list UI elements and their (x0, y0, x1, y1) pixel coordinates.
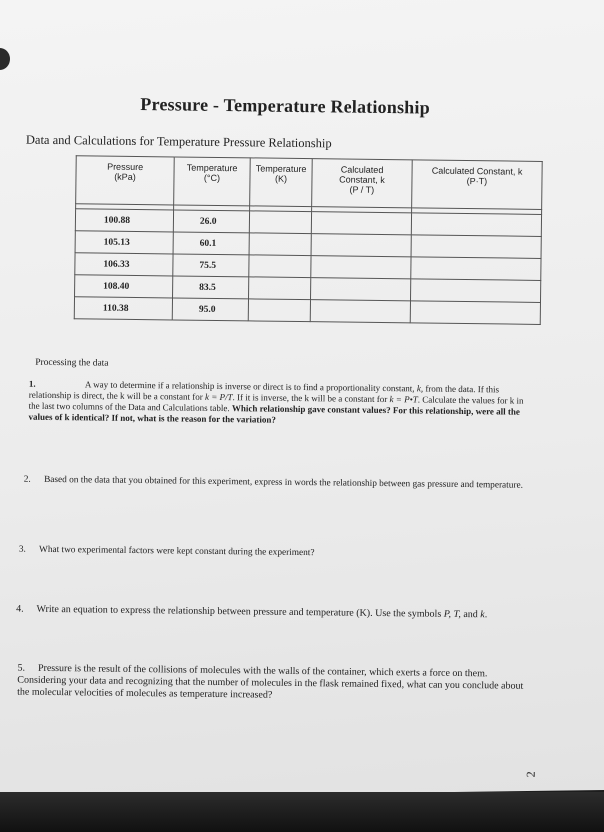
header-line: Pressure (107, 161, 144, 173)
header-line: Calculated Constant, k (431, 165, 523, 177)
header-line: (kPa) (114, 171, 136, 182)
question-text: , from the data. If this relationship is direct, the k will be a constant for (28, 383, 500, 402)
symbol-k: k (416, 383, 421, 394)
data-table (74, 155, 543, 325)
header-line: (°C) (203, 172, 221, 184)
formula-inverse: k = P•T (389, 394, 418, 405)
question-2 (24, 475, 539, 492)
question-bold-text: Which relationship gave constant values? For this relationship, were all the values of k identical? If not, what is the reason for the variation? (28, 403, 521, 425)
table-row (74, 297, 540, 325)
conjunction: and (460, 608, 481, 621)
question-number: 5. (17, 662, 26, 674)
pressure-cell: 110.38 (74, 297, 172, 320)
constant-p-over-t-cell[interactable] (311, 212, 411, 235)
constant-p-times-t-cell[interactable] (411, 235, 541, 259)
header-temperature-k (250, 158, 313, 207)
temp-c-cell: 75.5 (173, 254, 249, 277)
question-text: . If it is inverse, the k will be a constant for (232, 392, 390, 405)
question-text: Write an equation to express the relationship between pressure and temperature (K). Use the symbols (36, 603, 444, 620)
header-constant-p-over-t (312, 159, 413, 208)
temp-c-cell: 60.1 (173, 232, 249, 255)
question-text: Pressure is the result of the collisions of molecules with the walls of the container, which exerts a force on them. Considering your data and recognizing that the number of molecules in the flask remained fixed, what can you conclude about the molecular velocities of molecules as temperature increased? (17, 662, 524, 701)
header-line: (P / T) (349, 184, 375, 195)
pressure-cell: 105.13 (75, 231, 173, 254)
pressure-cell: 100.88 (75, 209, 173, 232)
temp-c-cell: 95.0 (172, 298, 248, 321)
period: . (484, 609, 488, 621)
formula-direct: k = P/T (204, 391, 233, 403)
header-line: Temperature (186, 162, 238, 174)
temp-c-cell: 26.0 (173, 210, 249, 233)
constant-p-over-t-cell[interactable] (311, 256, 411, 279)
temp-k-cell[interactable] (249, 211, 311, 234)
constant-p-times-t-cell[interactable] (411, 257, 541, 281)
constant-p-over-t-cell[interactable] (311, 234, 411, 257)
question-5 (17, 663, 537, 705)
temp-k-cell[interactable] (248, 299, 310, 322)
question-1 (28, 379, 533, 429)
temp-k-cell[interactable] (249, 255, 311, 278)
pressure-cell: 106.33 (75, 253, 173, 276)
header-constant-p-times-t (412, 160, 543, 210)
header-line: Calculated (340, 164, 384, 176)
constant-p-over-t-cell[interactable] (311, 278, 411, 301)
temp-k-cell[interactable] (249, 233, 311, 256)
pressure-cell: 108.40 (75, 275, 173, 298)
header-line: Constant, k (339, 174, 385, 186)
constant-p-times-t-cell[interactable] (410, 301, 540, 325)
constant-p-over-t-cell[interactable] (310, 300, 410, 323)
question-4 (16, 604, 536, 621)
header-pressure (76, 156, 175, 205)
header-line: Temperature (255, 163, 307, 175)
page-number: 2 (523, 771, 538, 778)
question-text: . Calculate the values for k in the last two columns of the Data and Calculations table. (28, 394, 524, 414)
question-text: Based on the data that you obtained for this experiment, express in words the relationship between gas pressure and temperature. (44, 474, 524, 491)
header-line: (K) (274, 173, 288, 184)
question-number: 2. (23, 474, 31, 485)
symbol-k: k (480, 609, 485, 621)
constant-p-times-t-cell[interactable] (411, 213, 541, 237)
temp-c-cell: 83.5 (173, 276, 249, 299)
question-number: 3. (18, 544, 26, 555)
table-caption: Data and Calculations for Temperature Pressure Relationship (25, 132, 332, 151)
header-temperature-c (174, 157, 251, 206)
question-number: 4. (16, 603, 24, 615)
page-title: Pressure - Temperature Relationship (140, 94, 430, 118)
question-text: A way to determine if a relationship is inverse or direct is to find a proportionality constant, (84, 379, 417, 394)
table-header-row (76, 156, 543, 210)
temp-k-cell[interactable] (249, 277, 311, 300)
question-text: What two experimental factors were kept constant during the experiment? (39, 544, 315, 559)
question-3 (19, 545, 519, 562)
constant-p-times-t-cell[interactable] (410, 279, 540, 303)
header-line: (P·T) (466, 176, 488, 187)
question-number: 1. (28, 378, 36, 389)
symbols-p-t: P, T, (443, 608, 461, 620)
section-heading: Processing the data (35, 357, 109, 369)
